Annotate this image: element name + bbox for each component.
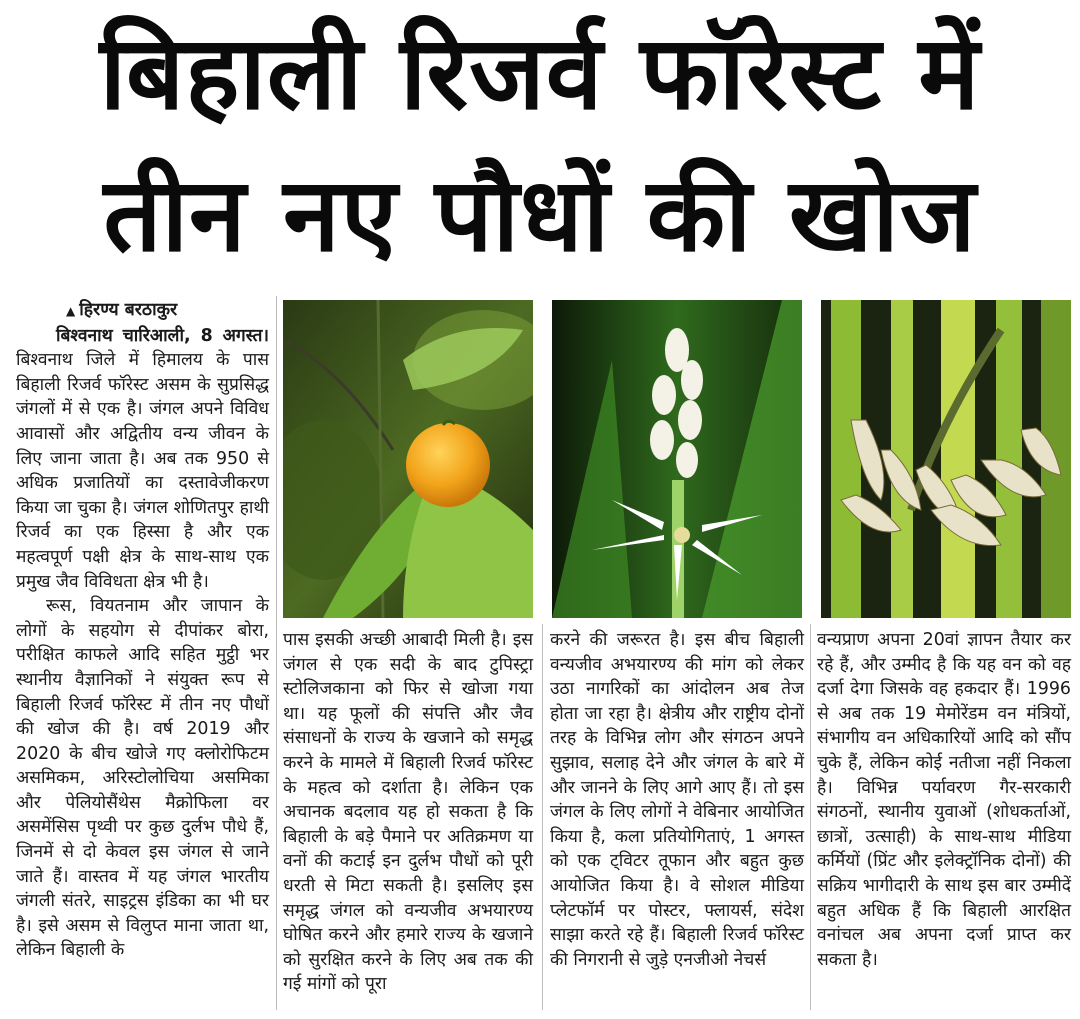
paragraph-1	[16, 324, 269, 595]
photo-wild-orange	[283, 300, 533, 618]
headline-line-2: तीन नए पौधों की खोज	[103, 156, 977, 275]
column-3-text: करने की जरूरत है। इस बीच बिहाली वन्यजीव अभयारण्य की मांग को लेकर उठा नागरिकों का आंदोलन अब तेज होता जा रहा है। क्षेत्रीय और राष्ट्रीय दोनों तरह के विभिन्न लोग और संगठन अपने सुझाव, सलाह देने और जंगल के बारे में और जानने के लिए आगे आए हैं। तो इस जंगल के लिए लोगों ने वेबिनार आयोजित किया है, कला प्रतियोगिताएं, 1 अगस्त को एक ट्विटर तूफान और बहुत कुछ आयोजित किया है। वे सोशल मीडिया प्लेटफॉर्म पर पोस्टर, फ्लायर्स, संदेश साझा करते रहे हैं। बिहाली रिजर्व फॉरेस्ट की निगरानी से जुड़े एनजीओ नेचर्स	[550, 630, 804, 970]
column-divider	[276, 296, 277, 1010]
column-2-text: पास इसकी अच्छी आबादी मिली है। इस जंगल से एक सदी के बाद टुपिस्ट्रा स्टोलिजकाना को फिर से खोजा गया था। यह फूलों की संपत्ति और जैव संसाधनों के राज्य के खजाने को समृद्ध करने के मामले में बिहाली रिजर्व फॉरेस्ट के महत्व को दर्शाता है। लेकिन एक अचानक बदलाव यह हो सकता है कि बिहाली के बड़े पैमाने पर अतिक्रमण या वनों की कटाई इन दुर्लभ पौधों को पूरी धरती से मिटा सकती है। इसलिए इस समृद्ध जंगल को वन्यजीव अभयारण्य घोषित करने और हमारे राज्य के खजाने को सुरक्षित करने के लिए अब तक की गई मांगों को पूरा	[283, 630, 533, 995]
column-4-text: वन्यप्राण अपना 20वां ज्ञापन तैयार कर रहे हैं, और उम्मीद है कि यह वन को वह दर्जा देगा जिसके वह हकदार हैं। 1996 से अब तक 19 मेमोरेंडम वन मंत्रियों, संभागीय वन अधिकारियों आदि को सौंप चुके हैं, लेकिन कोई नतीजा नहीं निकला है। विभिन्न पर्यावरण गैर-सरकारी संगठनों, स्थानीय युवाओं (शोधकर्ताओं, छात्रों, उत्साही) के साथ-साथ मीडिया कर्मियों (प्रिंट और इलेक्ट्रॉनिक दोनों) की सक्रिय भागीदारी के साथ इस बार उम्मीदें बहुत अधिक हैं कि बिहाली आरक्षित वनांचल अब अपना दर्जा प्राप्त कर सकता है।	[817, 630, 1071, 970]
byline	[16, 298, 269, 324]
paragraph-2: रूस, वियतनाम और जापान के लोगों के सहयोग से दीपांकर बोरा, परीक्षित काफले आदि सहित मुट्ठी भर स्थानीय वैज्ञानिकों ने संयुक्त रूप से बिहाली रिजर्व फॉरेस्ट में तीन नए पौधों की खोज की है। वर्ष 2019 और 2020 के बीच खोजे गए क्लोरोफिटम असमिकम, अरिस्टोलोचिया असमिका और पेलियोसैंथेस मैक्रोफिला वर असमेंसिस पृथ्वी पर कुछ दुर्लभ पौधे हैं, जिनमें से दो केवल इस जंगल से जाने जाते हैं। वास्तव में यह जंगल भारतीय जंगली संतरे, साइट्रस इंडिका का भी घर है। इसे असम से विलुप्त माना जाता था, लेकिन बिहाली के	[16, 596, 269, 961]
article-column-2	[283, 628, 533, 997]
column-divider	[810, 624, 811, 1010]
author-name: हिरण्य बरठाकुर	[79, 300, 178, 320]
article-column-3	[550, 628, 804, 972]
dateline: बिश्वनाथ चारिआली, 8 अगस्त।	[56, 325, 269, 346]
article-column-1	[16, 298, 269, 963]
photo-pale-flowers	[821, 300, 1071, 618]
photo-white-flower	[552, 300, 802, 618]
triangle-icon: ▲	[66, 304, 76, 318]
headline-line-1: बिहाली रिजर्व फॉरेस्ट में	[99, 14, 981, 133]
paragraph-1-text: बिश्वनाथ जिले में हिमालय के पास बिहाली रिजर्व फॉरेस्ट असम के सुप्रसिद्ध जंगलों में से एक है। जंगल अपने विविध आवासों और अद्वितीय वन्य जीवन के लिए जाना जाता है। अब तक 950 से अधिक प्रजातियों का दस्तावेजीकरण किया जा चुका है। जंगल शोणितपुर हाथी रिजर्व का एक हिस्सा है और एक महत्वपूर्ण पक्षी क्षेत्र के साथ-साथ एक प्रमुख जैव विविधता क्षेत्र भी है।	[16, 350, 269, 592]
article-column-4	[817, 628, 1071, 972]
column-divider	[542, 624, 543, 1010]
